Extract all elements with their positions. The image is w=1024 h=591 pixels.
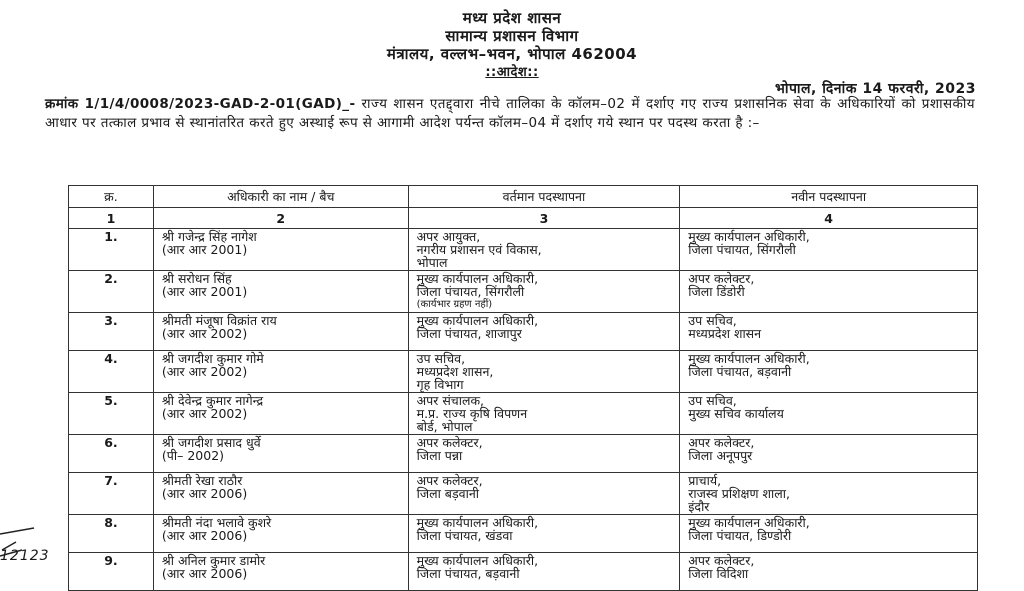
officer-cell xyxy=(153,515,408,553)
officer-name: श्री सरोधन सिंह xyxy=(161,271,232,286)
header-current-posting: वर्तमान पदस्थापना xyxy=(408,186,680,208)
current-posting-line: जिला बड़वानी xyxy=(416,486,479,501)
new-posting-line: मुख्य कार्यपालन अधिकारी, xyxy=(688,351,810,366)
officer-cell xyxy=(153,313,408,351)
current-posting-line: गृह विभाग xyxy=(416,377,464,392)
current-posting-line: जिला पन्ना xyxy=(416,448,463,463)
current-posting-cell xyxy=(408,351,680,393)
serial-number: 1. xyxy=(69,229,154,271)
serial-number: 7. xyxy=(69,473,154,515)
officer-name: श्रीमती नंदा भलावे कुशरे xyxy=(161,515,272,530)
new-posting-cell xyxy=(680,313,978,351)
new-posting-line: जिला अनूपपुर xyxy=(688,448,753,463)
new-posting-line: इंदौर xyxy=(688,499,710,514)
officer-cell xyxy=(153,473,408,515)
serial-number: 2. xyxy=(69,271,154,313)
officer-batch: (पी– 2002) xyxy=(161,448,225,463)
current-posting-cell xyxy=(408,515,680,553)
new-posting-line: प्राचार्य, xyxy=(688,473,722,488)
handwritten-note: 12123 xyxy=(0,548,50,564)
officer-batch: (आर आर 2006) xyxy=(161,528,248,543)
serial-number: 9. xyxy=(69,553,154,591)
current-posting-line: मुख्य कार्यपालन अधिकारी, xyxy=(416,313,539,328)
officer-batch: (आर आर 2006) xyxy=(161,566,248,581)
current-posting-cell xyxy=(408,435,680,473)
officer-batch: (आर आर 2001) xyxy=(161,242,248,257)
header-serial: क्र. xyxy=(69,186,154,208)
officer-name: श्री देवेन्द्र कुमार नागेन्द्र xyxy=(161,393,264,408)
new-posting-cell xyxy=(680,271,978,313)
column-number: 4 xyxy=(680,208,978,229)
address-line: मंत्रालय, वल्लभ–भवन, भोपाल 462004 xyxy=(386,45,638,63)
table-row xyxy=(69,313,978,351)
new-posting-cell xyxy=(680,515,978,553)
new-posting-cell xyxy=(680,473,978,515)
government-title: मध्य प्रदेश शासन xyxy=(462,9,562,27)
new-posting-cell xyxy=(680,435,978,473)
order-heading: ::आदेश:: xyxy=(485,65,539,80)
table-row xyxy=(69,229,978,271)
new-posting-line: मुख्य कार्यपालन अधिकारी, xyxy=(688,229,810,244)
current-posting-line: मुख्य कार्यपालन अधिकारी, xyxy=(416,515,539,530)
officer-batch: (आर आर 2006) xyxy=(161,486,248,501)
column-number: 2 xyxy=(153,208,408,229)
current-posting-line: मध्यप्रदेश शासन, xyxy=(416,364,494,379)
current-posting-line: अपर संचालक, xyxy=(416,393,485,408)
current-posting-line: म.प्र. राज्य कृषि विपणन xyxy=(416,406,528,421)
officer-cell xyxy=(153,435,408,473)
new-posting-line: जिला पंचायत, डिण्डोरी xyxy=(688,528,792,543)
new-posting-line: मुख्य कार्यपालन अधिकारी, xyxy=(688,515,810,530)
column-number: 1 xyxy=(69,208,154,229)
new-posting-cell xyxy=(680,229,978,271)
officer-cell xyxy=(153,229,408,271)
officer-name: श्री जगदीश कुमार गोमे xyxy=(161,351,264,366)
serial-number: 8. xyxy=(69,515,154,553)
officer-batch: (आर आर 2002) xyxy=(161,364,248,379)
header-new-posting: नवीन पदस्थापना xyxy=(680,186,978,208)
column-number-row xyxy=(69,208,978,229)
new-posting-line: मुख्य सचिव कार्यालय xyxy=(688,406,784,421)
ref-number: 1/1/4/0008/2023-GAD-2-01(GAD)_- xyxy=(84,96,356,112)
new-posting-line: अपर कलेक्टर, xyxy=(688,435,755,450)
current-posting-cell xyxy=(408,393,680,435)
current-posting-cell xyxy=(408,271,680,313)
department-title: सामान्य प्रशासन विभाग xyxy=(445,27,579,45)
officer-batch: (आर आर 2002) xyxy=(161,326,248,341)
new-posting-line: जिला विदिशा xyxy=(688,566,749,581)
current-posting-cell xyxy=(408,313,680,351)
current-posting-line: बोर्ड, भोपाल xyxy=(416,419,473,434)
column-number: 3 xyxy=(408,208,680,229)
order-body: राज्य शासन एतद्द्वारा नीचे तालिका के कॉलम–02 में दर्शाए गए राज्य प्रशासनिक सेवा के अधिकारियों को प्रशासकीय आधार पर तत्काल प्रभाव से स्थानांतरित करते हुए अस्थाई रूप से आगामी आदेश पर्यन्त कॉलम–04 में दर्शाए गये स्थान पर पदस्थ करता है :– xyxy=(45,96,975,131)
table-row xyxy=(69,553,978,591)
current-posting-line: जिला पंचायत, बड़वानी xyxy=(416,566,520,581)
officer-name: श्रीमती रेखा राठौर xyxy=(161,473,243,488)
new-posting-cell xyxy=(680,553,978,591)
current-posting-line: जिला पंचायत, सिंगरौली xyxy=(416,284,525,299)
officer-name: श्री अनिल कुमार डामोर xyxy=(161,553,266,568)
table-row xyxy=(69,271,978,313)
new-posting-line: जिला डिंडोरी xyxy=(688,284,745,299)
serial-number: 5. xyxy=(69,393,154,435)
date-line: भोपाल, दिनांक 14 फरवरी, 2023 xyxy=(775,81,976,97)
current-posting-cell xyxy=(408,553,680,591)
new-posting-line: अपर कलेक्टर, xyxy=(688,271,755,286)
new-posting-line: उप सचिव, xyxy=(688,313,737,328)
officer-name: श्री गजेन्द्र सिंह नागेश xyxy=(161,229,257,244)
new-posting-line: जिला पंचायत, सिंगरौली xyxy=(688,242,796,257)
header-officer-name: अधिकारी का नाम / बैच xyxy=(153,186,408,208)
officer-batch: (आर आर 2001) xyxy=(161,284,248,299)
officer-cell xyxy=(153,393,408,435)
new-posting-line: मध्यप्रदेश शासन xyxy=(688,326,762,341)
table-row xyxy=(69,473,978,515)
table-row xyxy=(69,435,978,473)
new-posting-line: राजस्व प्रशिक्षण शाला, xyxy=(688,486,790,501)
table-header-row xyxy=(69,186,978,208)
current-posting-line: मुख्य कार्यपालन अधिकारी, xyxy=(416,553,539,568)
order-paragraph xyxy=(45,95,975,132)
current-posting-line: उप सचिव, xyxy=(416,351,466,366)
current-posting-line: जिला पंचायत, शाजापुर xyxy=(416,326,522,341)
serial-number: 6. xyxy=(69,435,154,473)
current-posting-line: जिला पंचायत, खंडवा xyxy=(416,528,513,543)
new-posting-line: जिला पंचायत, बड़वानी xyxy=(688,364,792,379)
officer-cell xyxy=(153,351,408,393)
new-posting-cell xyxy=(680,393,978,435)
new-posting-line: उप सचिव, xyxy=(688,393,737,408)
current-posting-cell xyxy=(408,473,680,515)
table-row xyxy=(69,351,978,393)
current-posting-line: अपर आयुक्त, xyxy=(416,229,481,244)
current-posting-line: नगरीय प्रशासन एवं विकास, xyxy=(416,242,542,257)
posting-note: (कार्यभार ग्रहण नहीं) xyxy=(416,299,493,310)
officer-name: श्रीमती मंजूषा विक्रांत राय xyxy=(161,313,277,328)
current-posting-cell xyxy=(408,229,680,271)
ref-label: क्रमांक xyxy=(45,96,79,112)
officer-cell xyxy=(153,271,408,313)
table-row xyxy=(69,393,978,435)
serial-number: 3. xyxy=(69,313,154,351)
current-posting-line: भोपाल xyxy=(416,255,448,270)
officer-cell xyxy=(153,553,408,591)
serial-number: 4. xyxy=(69,351,154,393)
current-posting-line: अपर कलेक्टर, xyxy=(416,473,483,488)
officer-batch: (आर आर 2002) xyxy=(161,406,248,421)
current-posting-line: मुख्य कार्यपालन अधिकारी, xyxy=(416,271,539,286)
table-row xyxy=(69,515,978,553)
transfer-table xyxy=(68,185,978,591)
officer-name: श्री जगदीश प्रसाद धुर्वे xyxy=(161,435,261,450)
current-posting-line: अपर कलेक्टर, xyxy=(416,435,483,450)
new-posting-line: अपर कलेक्टर, xyxy=(688,553,755,568)
new-posting-cell xyxy=(680,351,978,393)
